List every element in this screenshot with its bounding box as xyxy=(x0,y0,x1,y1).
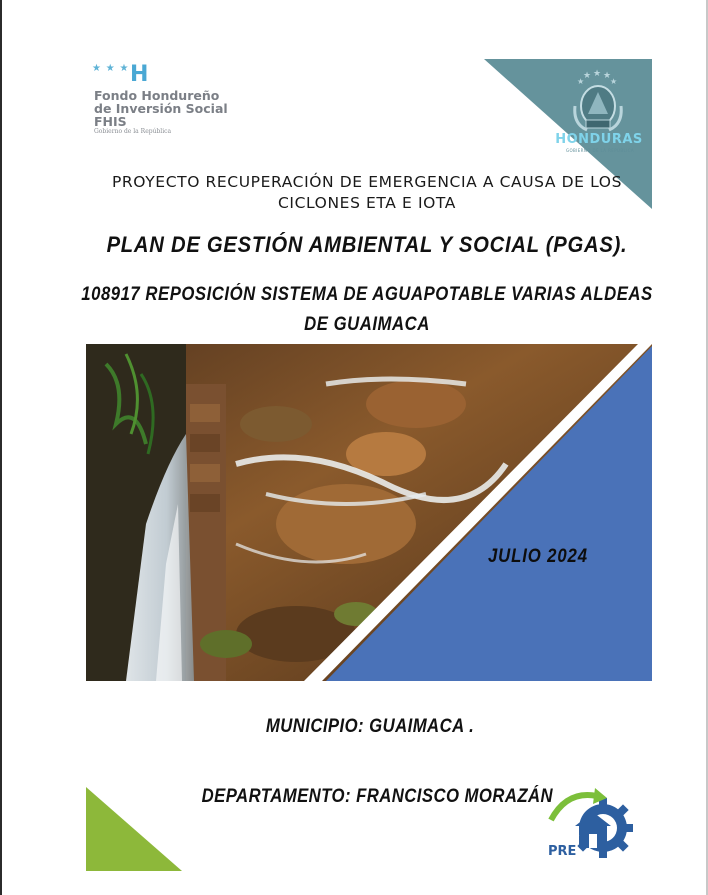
pre-logo-text: PRE xyxy=(548,844,577,859)
publication-date: JULIO 2024 xyxy=(488,546,588,567)
project-code-line-2: DE GUAIMACA xyxy=(304,314,430,335)
fhis-logo xyxy=(92,64,242,136)
fhis-acronym: FHIS xyxy=(94,114,127,129)
cover-photo xyxy=(86,344,652,681)
honduras-wordmark: HONDURAS xyxy=(555,132,643,147)
corner-triangle-green xyxy=(86,787,182,871)
svg-text:★: ★ xyxy=(577,77,585,86)
svg-text:★★: ★★ xyxy=(569,833,580,840)
departamento-label: DEPARTAMENTO: FRANCISCO MORAZÁN xyxy=(201,786,554,807)
fhis-government-tagline: Gobierno de la República xyxy=(94,128,172,135)
svg-text:★: ★ xyxy=(603,71,612,81)
svg-text:★: ★ xyxy=(610,77,618,86)
svg-text:★: ★ xyxy=(593,69,602,79)
municipio-label: MUNICIPIO: GUAIMACA . xyxy=(265,716,475,737)
page-left-border xyxy=(0,0,2,895)
document-title: PLAN DE GESTIÓN AMBIENTAL Y SOCIAL (PGAS). xyxy=(106,232,628,257)
project-code-line-1: 108917 REPOSICIÓN SISTEMA DE AGUAPOTABLE VARIAS ALDEAS xyxy=(81,284,653,305)
svg-text:★: ★ xyxy=(583,71,592,81)
fhis-stars-icon: ★ ★ ★ xyxy=(92,63,130,74)
fhis-name-line-2: de Inversión Social xyxy=(94,101,228,116)
project-name-line-2: CICLONES ETA E IOTA xyxy=(277,194,456,212)
river-photo-image xyxy=(86,344,652,681)
project-name-line-1: PROYECTO RECUPERACIÓN DE EMERGENCIA A CAUSA DE LOS xyxy=(111,173,623,191)
fhis-h-mark: H xyxy=(130,62,149,87)
fhis-name-line-1: Fondo Hondureño xyxy=(94,88,220,103)
honduras-subtitle: GOBIERNO DE LA REPÚBLICA xyxy=(565,148,635,153)
